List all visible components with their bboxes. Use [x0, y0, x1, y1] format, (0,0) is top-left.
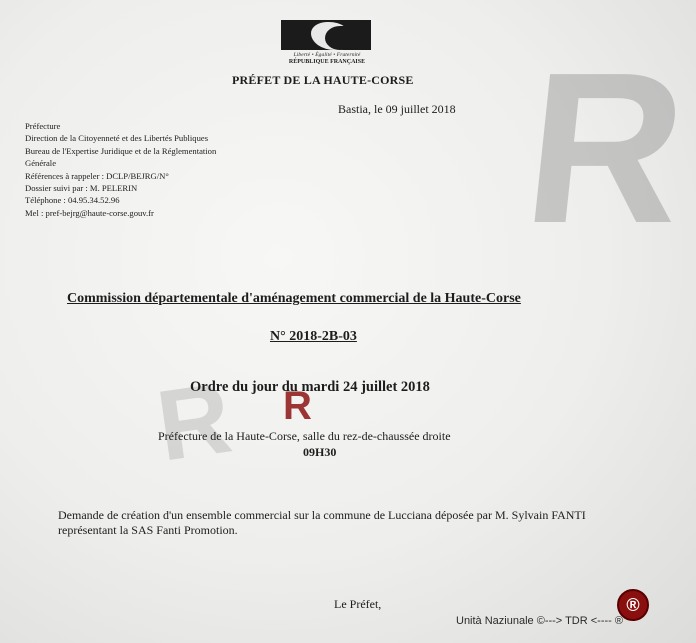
sender-file-followed: Dossier suivi par : M. PELERIN: [25, 183, 138, 194]
document-number: N° 2018-2B-03: [270, 329, 357, 344]
sender-direction: Direction de la Citoyenneté et des Libertés Publiques: [25, 133, 209, 144]
footer-credit: Unità Naziunale ©---> TDR <---- ®: [456, 615, 623, 627]
republic-name: RÉPUBLIQUE FRANÇAISE: [288, 59, 366, 65]
watermark-large-r: R: [515, 27, 696, 268]
request-text: Demande de création d'un ensemble commercial sur la commune de Lucciana déposée par M. Sylvain FANTI représentant la SAS Fanti Promotion.: [58, 508, 586, 537]
meeting-location: Préfecture de la Haute-Corse, salle du rez-de-chaussée droite: [158, 429, 451, 443]
watermark-red-r: R: [283, 384, 312, 428]
place-date: Bastia, le 09 juillet 2018: [338, 102, 456, 116]
registered-badge-icon: ®: [617, 589, 649, 621]
agenda-title: Ordre du jour du mardi 24 juillet 2018: [190, 379, 430, 395]
sender-reference: Références à rappeler : DCLP/BEJRG/N°: [25, 170, 169, 181]
request-paragraph: [22, 508, 628, 537]
republic-motto: Liberté • Égalité • Fraternité: [293, 52, 361, 58]
sender-phone: Téléphone : 04.95.34.52.96: [25, 195, 120, 206]
republic-logo: [281, 20, 373, 65]
watermark-gray-r: R: [150, 361, 238, 483]
commission-title: Commission départementale d'aménagement commercial de la Haute-Corse: [67, 291, 521, 306]
sender-bureau: Bureau de l'Expertise Juridique et de la Réglementation Générale: [25, 145, 217, 169]
signature: Le Préfet,: [334, 597, 382, 611]
marianne-icon: [281, 20, 371, 50]
sender-block: [25, 120, 225, 219]
prefect-heading: PRÉFET DE LA HAUTE-CORSE: [232, 73, 414, 87]
sender-mail: Mel : pref-bejrg@haute-corse.gouv.fr: [25, 207, 154, 218]
sender-office: Préfecture: [25, 121, 61, 131]
meeting-time: 09H30: [303, 445, 337, 459]
